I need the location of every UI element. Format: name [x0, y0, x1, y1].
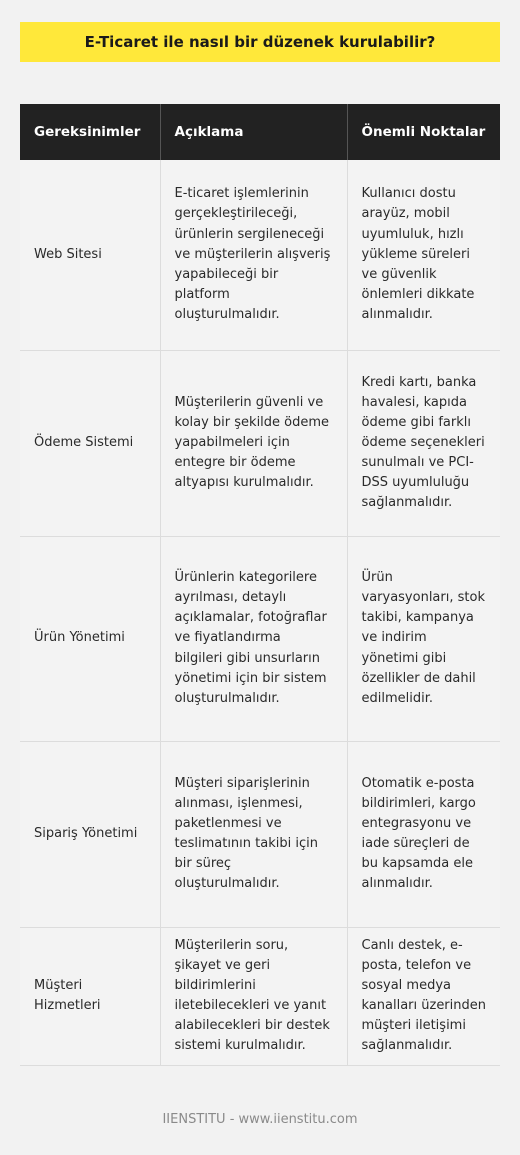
header-important-points: Önemli Noktalar: [347, 104, 500, 160]
cell-notes: Kullanıcı dostu arayüz, mobil uyumluluk, hızlı yükleme süreleri ve güvenlik önlemleri dikkate alınmalıdır.: [347, 160, 500, 350]
requirements-table: [20, 104, 500, 1066]
cell-requirement: Ürün Yönetimi: [20, 536, 160, 741]
cell-notes: Canlı destek, e-posta, telefon ve sosyal medya kanalları üzerinden müşteri iletişimi sağlanmalıdır.: [347, 927, 500, 1065]
title-banner: [20, 22, 500, 62]
table-row: [20, 927, 500, 1065]
cell-notes: Ürün varyasyonları, stok takibi, kampanya ve indirim yönetimi gibi özellikler de dahil edilmelidir.: [347, 536, 500, 741]
cell-requirement: Sipariş Yönetimi: [20, 741, 160, 927]
cell-description: Ürünlerin kategorilere ayrılması, detaylı açıklamalar, fotoğraflar ve fiyatlandırma bilgileri gibi unsurların yönetimi için bir sistem oluşturulmalıdır.: [160, 536, 347, 741]
table-row: [20, 160, 500, 350]
cell-requirement: Müşteri Hizmetleri: [20, 927, 160, 1065]
header-requirements: Gereksinimler: [20, 104, 160, 160]
table-header-row: [20, 104, 500, 160]
header-description: Açıklama: [160, 104, 347, 160]
table-row: [20, 350, 500, 536]
cell-notes: Otomatik e-posta bildirimleri, kargo entegrasyonu ve iade süreçleri de bu kapsamda ele alınmalıdır.: [347, 741, 500, 927]
page-title: E-Ticaret ile nasıl bir düzenek kurulabilir?: [84, 33, 436, 51]
cell-description: Müşterilerin güvenli ve kolay bir şekilde ödeme yapabilmeleri için entegre bir ödeme altyapısı kurulmalıdır.: [160, 350, 347, 536]
cell-description: Müşteri siparişlerinin alınması, işlenmesi, paketlenmesi ve teslimatının takibi için bir süreç oluşturulmalıdır.: [160, 741, 347, 927]
cell-requirement: Ödeme Sistemi: [20, 350, 160, 536]
cell-requirement: Web Sitesi: [20, 160, 160, 350]
cell-description: Müşterilerin soru, şikayet ve geri bildirimlerini iletebilecekleri ve yanıt alabilecekleri bir destek sistemi kurulmalıdır.: [160, 927, 347, 1065]
table-row: [20, 536, 500, 741]
table-row: [20, 741, 500, 927]
footer-credit: IIENSTITU - www.iienstitu.com: [162, 1112, 358, 1127]
cell-notes: Kredi kartı, banka havalesi, kapıda ödeme gibi farklı ödeme seçenekleri sunulmalı ve PCI-DSS uyumluluğu sağlanmalıdır.: [347, 350, 500, 536]
cell-description: E-ticaret işlemlerinin gerçekleştirileceği, ürünlerin sergileneceği ve müşterilerin alışveriş yapabileceği bir platform oluşturulmalıdır.: [160, 160, 347, 350]
